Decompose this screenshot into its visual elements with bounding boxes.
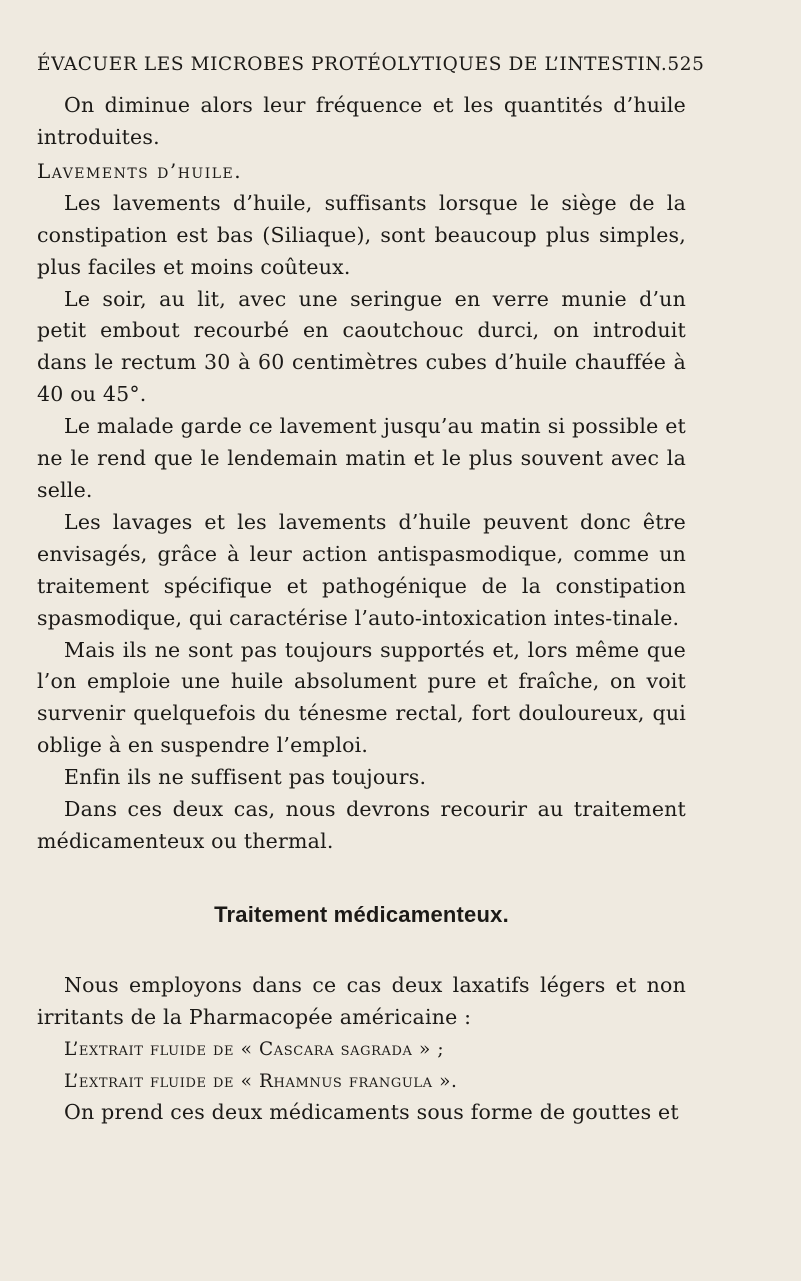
paragraph-5: Les lavages et les lavements d’huile peuvent donc être envisagés, grâce à leur action antispasmodique, comme un traitement spécifique et pathogénique de la constipation spasmodique, qui caractérise l’auto-intoxication intes-tinale. bbox=[37, 509, 686, 630]
list-item-rhamnus: L’extrait fluide de « Rhamnus frangula ». bbox=[64, 1070, 458, 1092]
paragraph-4: Le malade garde ce lavement jusqu’au matin si possible et ne le rend que le lendemain matin et le plus souvent avec la selle. bbox=[37, 414, 686, 502]
page-number: 525 bbox=[667, 54, 705, 75]
list-item-cascara: L’extrait fluide de « Cascara sagrada » ; bbox=[64, 1038, 445, 1060]
running-head bbox=[37, 54, 705, 90]
running-head-title: ÉVACUER LES MICROBES PROTÉOLYTIQUES DE L’INTESTIN. bbox=[37, 54, 668, 75]
subheading-lavements: Lavements d’huile. bbox=[37, 158, 243, 183]
paragraph-9: Nous employons dans ce cas deux laxatifs légers et non irritants de la Pharmacopée américaine : bbox=[37, 972, 686, 1029]
paragraph-2: Les lavements d’huile, suffisants lorsque le siège de la constipation est bas (Siliaque), sont beaucoup plus simples, plus faciles et moins coûteux. bbox=[37, 190, 686, 279]
paragraph-1: On diminue alors leur fréquence et les quantités d’huile introduites. bbox=[37, 93, 686, 149]
paragraph-6: Mais ils ne sont pas toujours supportés et, lors même que l’on emploie une huile absolument pure et fraîche, on voit survenir quelquefois du ténesme rectal, fort douloureux, qui oblige à en suspendre l’emploi. bbox=[37, 637, 686, 758]
page-body bbox=[37, 90, 686, 1129]
paragraph-3: Le soir, au lit, avec une seringue en verre munie d’un petit embout recourbé en caoutchouc durci, on introduit dans le rectum 30 à 60 centimètres cubes d’huile chauffée à 40 ou 45°. bbox=[37, 286, 686, 407]
section-heading: Traitement médicamenteux. bbox=[214, 901, 509, 927]
paragraph-8: Dans ces deux cas, nous devrons recourir au traitement médicamenteux ou thermal. bbox=[37, 797, 686, 853]
paragraph-7: Enfin ils ne suffisent pas toujours. bbox=[64, 765, 427, 790]
paragraph-10: On prend ces deux médicaments sous forme de gouttes et bbox=[64, 1100, 679, 1125]
